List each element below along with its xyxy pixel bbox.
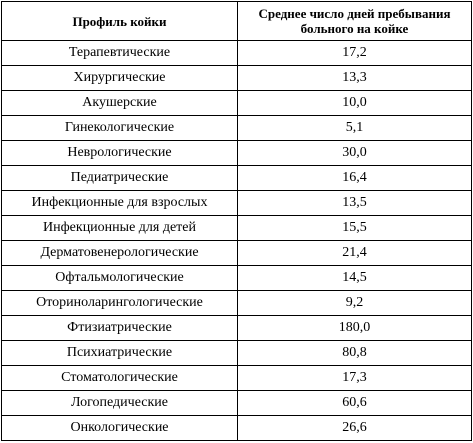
average-days-cell: 14,5 <box>238 266 472 291</box>
average-days-cell: 21,4 <box>238 241 472 266</box>
header-average-days: Среднее число дней пребывания больного на койке <box>238 2 472 41</box>
table-header-row <box>2 2 472 41</box>
table-row <box>2 366 472 391</box>
average-days-cell: 30,0 <box>238 141 472 166</box>
bed-profile-cell: Стоматологические <box>2 366 238 391</box>
bed-profile-cell: Дерматовенерологические <box>2 241 238 266</box>
bed-profile-cell: Терапевтические <box>2 41 238 66</box>
table-row <box>2 91 472 116</box>
table-row <box>2 66 472 91</box>
bed-stay-table <box>1 1 472 441</box>
table-row <box>2 391 472 416</box>
table-body <box>2 41 472 441</box>
bed-profile-cell: Инфекционные для взрослых <box>2 191 238 216</box>
average-days-cell: 13,5 <box>238 191 472 216</box>
bed-profile-cell: Акушерские <box>2 91 238 116</box>
bed-profile-cell: Неврологические <box>2 141 238 166</box>
table-row <box>2 316 472 341</box>
average-days-cell: 15,5 <box>238 216 472 241</box>
average-days-cell: 17,3 <box>238 366 472 391</box>
average-days-cell: 5,1 <box>238 116 472 141</box>
bed-profile-cell: Оториноларингологические <box>2 291 238 316</box>
bed-profile-cell: Инфекционные для детей <box>2 216 238 241</box>
table-row <box>2 416 472 441</box>
average-days-cell: 9,2 <box>238 291 472 316</box>
average-days-cell: 13,3 <box>238 66 472 91</box>
table-row <box>2 241 472 266</box>
table-row <box>2 191 472 216</box>
bed-profile-cell: Педиатрические <box>2 166 238 191</box>
bed-profile-cell: Офтальмологические <box>2 266 238 291</box>
table-row <box>2 341 472 366</box>
bed-profile-cell: Онкологические <box>2 416 238 441</box>
table-row <box>2 41 472 66</box>
table-row <box>2 266 472 291</box>
average-days-cell: 26,6 <box>238 416 472 441</box>
average-days-cell: 180,0 <box>238 316 472 341</box>
average-days-cell: 80,8 <box>238 341 472 366</box>
table-row <box>2 291 472 316</box>
bed-profile-cell: Психиатрические <box>2 341 238 366</box>
table-row <box>2 216 472 241</box>
bed-profile-cell: Фтизиатрические <box>2 316 238 341</box>
average-days-cell: 16,4 <box>238 166 472 191</box>
header-bed-profile: Профиль койки <box>2 2 238 41</box>
bed-profile-cell: Гинекологические <box>2 116 238 141</box>
average-days-cell: 60,6 <box>238 391 472 416</box>
table-row <box>2 141 472 166</box>
average-days-cell: 10,0 <box>238 91 472 116</box>
bed-profile-cell: Хирургические <box>2 66 238 91</box>
table-row <box>2 166 472 191</box>
bed-profile-cell: Логопедические <box>2 391 238 416</box>
table-row <box>2 116 472 141</box>
average-days-cell: 17,2 <box>238 41 472 66</box>
